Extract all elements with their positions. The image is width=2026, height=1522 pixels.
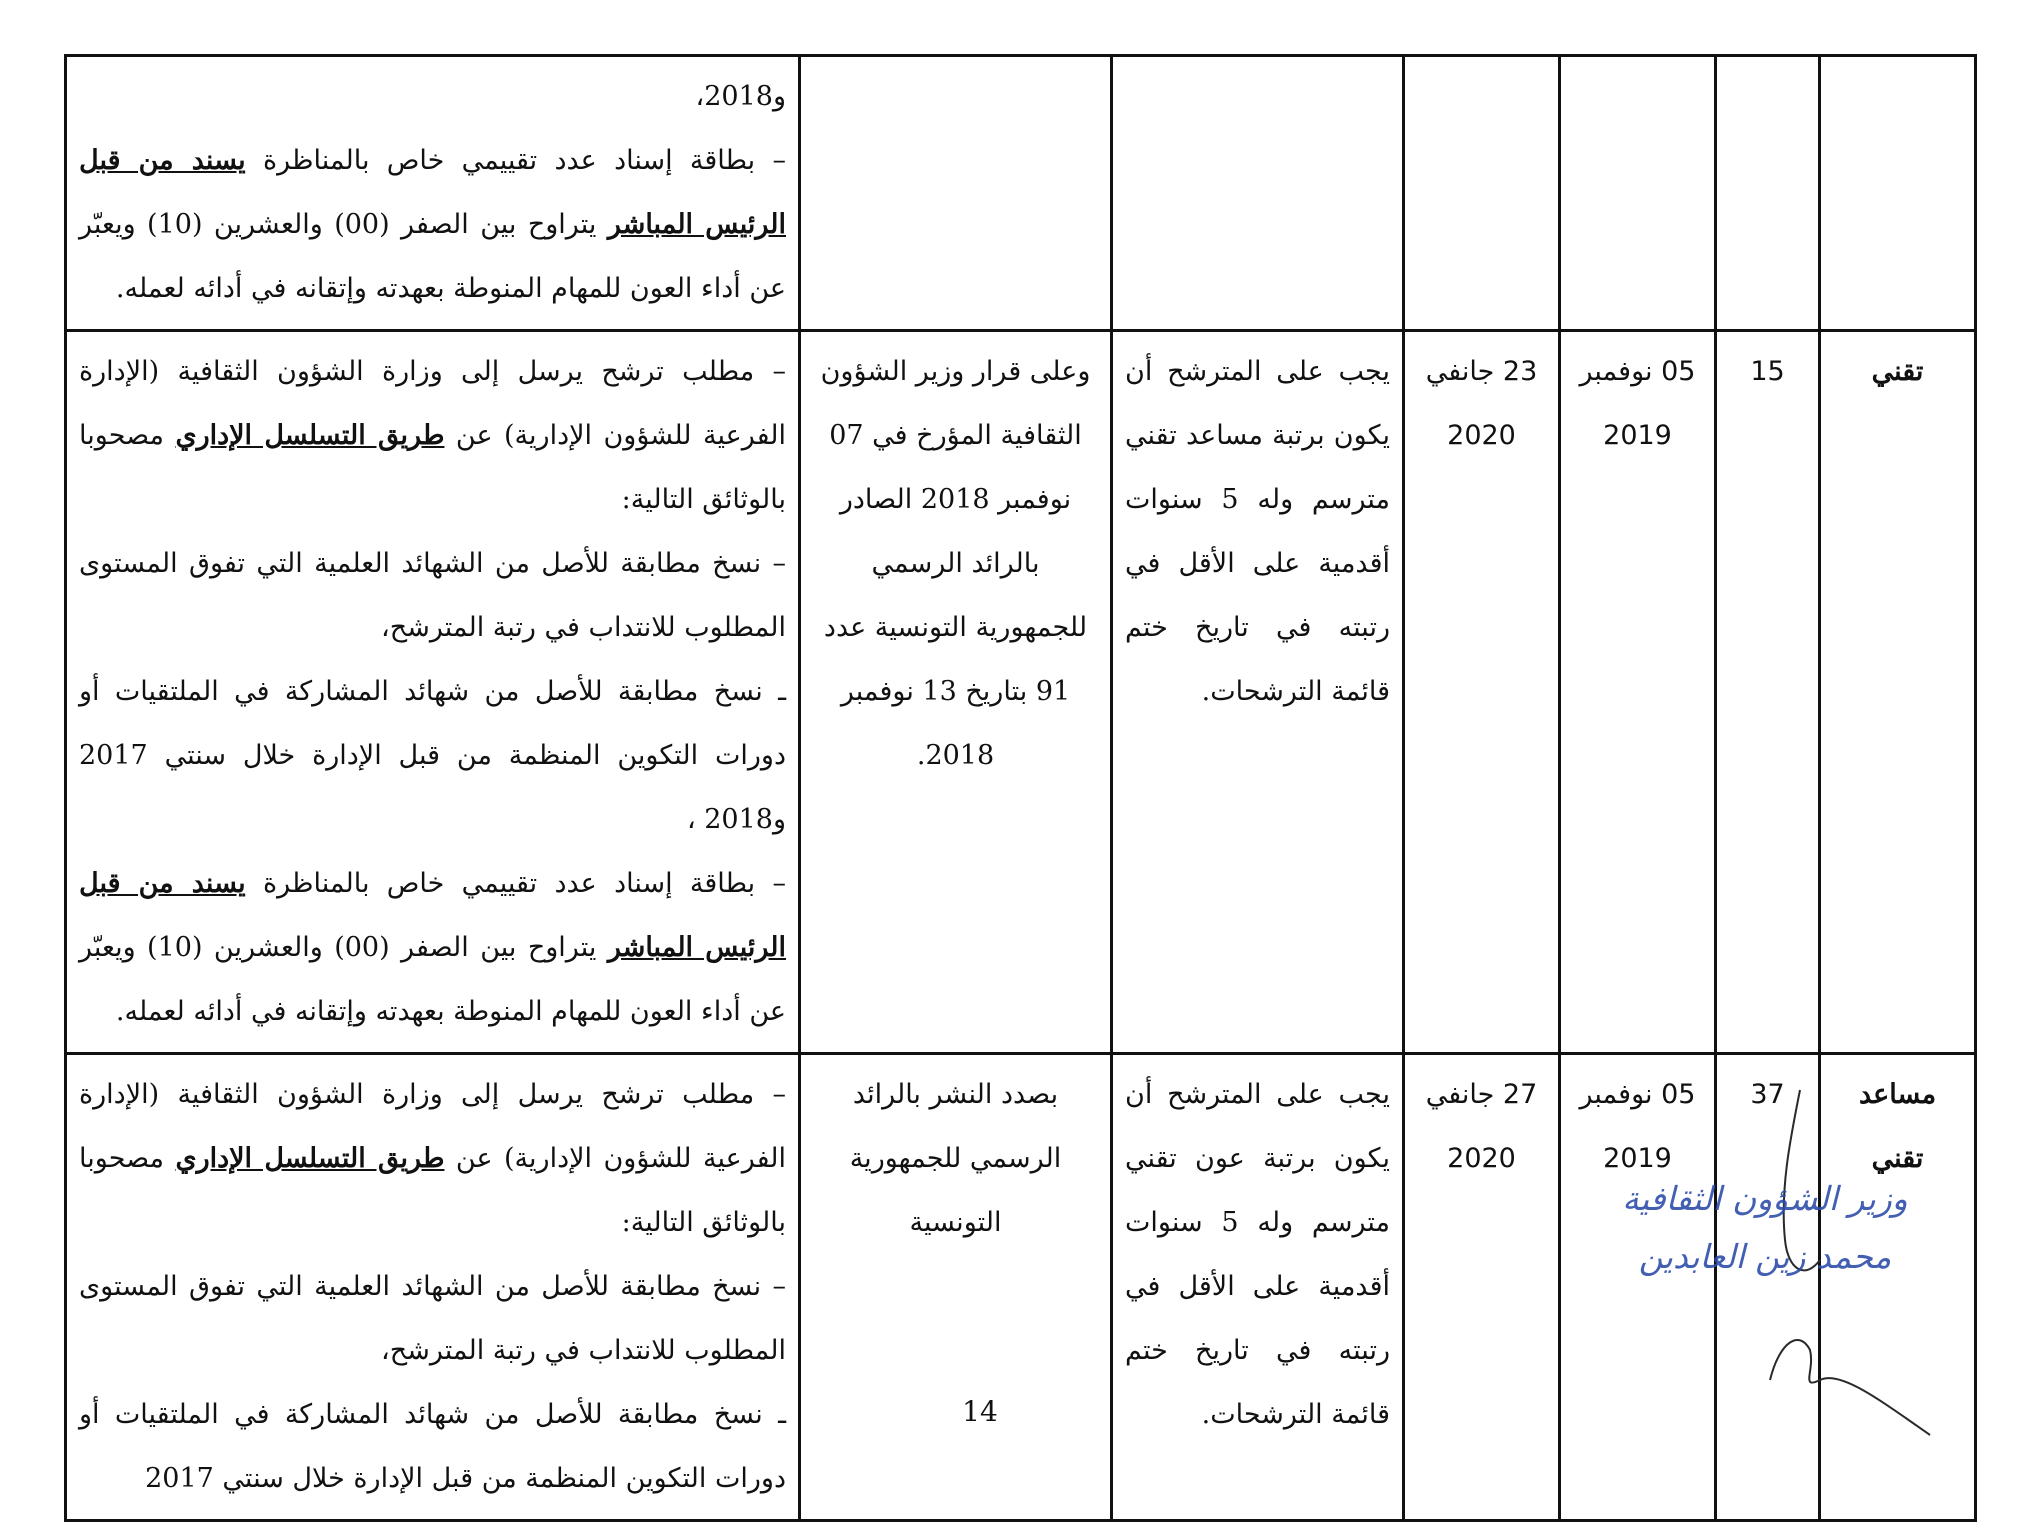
minister-stamp (1600, 1170, 1930, 1286)
doc-text: يتراوح بين الصفر (00) والعشرين (10) ويعبّر عن أداء العون للمهام المنوطة بعهدته وإتقانه في أدائه لعمله. (79, 209, 786, 304)
doc-emphasis: يسند من قبل الرئيس المباشر (79, 868, 787, 963)
reference-cell (800, 56, 1112, 331)
doc-text: يتراوح بين الصفر (00) والعشرين (10) ويعبّر عن أداء العون للمهام المنوطة بعهدته وإتقانه في أدائه لعمله. (79, 932, 786, 1027)
doc-line (79, 340, 786, 532)
doc-text: – بطاقة إسناد عدد تقييمي خاص بالمناظرة (245, 868, 786, 899)
open-date-cell: 05 نوفمبر 2019 (1560, 1054, 1716, 1521)
doc-line: ـ نسخ مطابقة للأصل من شهائد المشاركة في الملتقيات أو دورات التكوين المنظمة من قبل الإدارة خلال سنتي 2017 (79, 1399, 786, 1494)
doc-line: ـ نسخ مطابقة للأصل من شهائد المشاركة في الملتقيات أو دورات التكوين المنظمة من قبل الإدارة خلال سنتي 2017 و2018 ، (79, 676, 786, 835)
doc-text: مصحوبا بالوثائق التالية: (79, 1143, 786, 1238)
doc-line: و2018، (695, 81, 786, 112)
doc-emphasis: طريق التسلسل الإداري (175, 420, 445, 451)
doc-line: – نسخ مطابقة للأصل من الشهائد العلمية التي تفوق المستوى المطلوب للانتداب في رتبة المترشح، (79, 1271, 786, 1366)
table-row (66, 1054, 1976, 1521)
grade-line: تقني (1871, 1143, 1924, 1174)
required-documents-cell (66, 56, 800, 331)
conditions-cell: يجب على المترشح أن يكون برتبة عون تقني مترسم وله 5 سنوات أقدمية على الأقل في رتبته في تاريخ ختم قائمة الترشحات. (1112, 1054, 1404, 1521)
page-number: 14 (962, 1395, 998, 1428)
close-date-cell: 23 جانفي 2020 (1404, 331, 1560, 1054)
grade-cell: تقني (1820, 331, 1976, 1054)
open-date-cell (1560, 56, 1716, 331)
doc-emphasis: طريق التسلسل الإداري (175, 1143, 445, 1174)
count-cell (1716, 56, 1820, 331)
reference-cell: بصدد النشر بالرائد الرسمي للجمهورية التونسية (800, 1054, 1112, 1521)
count-cell: 37 (1716, 1054, 1820, 1521)
open-date-cell: 05 نوفمبر 2019 (1560, 331, 1716, 1054)
conditions-cell: يجب على المترشح أن يكون برتبة مساعد تقني مترسم وله 5 سنوات أقدمية على الأقل في رتبته في تاريخ ختم قائمة الترشحات. (1112, 331, 1404, 1054)
grade-line: مساعد (1858, 1079, 1937, 1110)
doc-line (79, 129, 786, 321)
doc-text: مصحوبا بالوثائق التالية: (79, 420, 786, 515)
doc-text: – مطلب ترشح يرسل إلى وزارة الشؤون الثقافية (الإدارة الفرعية للشؤون الإدارية) عن (79, 356, 786, 451)
required-documents-cell (66, 1054, 800, 1521)
stamp-title: وزير الشؤون الثقافية (1622, 1179, 1908, 1218)
conditions-cell (1112, 56, 1404, 331)
doc-text: – مطلب ترشح يرسل إلى وزارة الشؤون الثقافية (الإدارة الفرعية للشؤون الإدارية) عن (79, 1079, 786, 1174)
required-documents-cell (66, 331, 800, 1054)
doc-text: – بطاقة إسناد عدد تقييمي خاص بالمناظرة (245, 145, 786, 176)
table-row (66, 56, 1976, 331)
doc-emphasis: يسند من قبل الرئيس المباشر (79, 145, 787, 240)
stamp-name: محمد زين العابدين (1638, 1237, 1892, 1276)
table-row (66, 331, 1976, 1054)
close-date-cell: 27 جانفي 2020 (1404, 1054, 1560, 1521)
doc-line (79, 1063, 786, 1255)
reference-cell: وعلى قرار وزير الشؤون الثقافية المؤرخ في 07 نوفمبر 2018 الصادر بالرائد الرسمي للجمهورية التونسية عدد 91 بتاريخ 13 نوفمبر 2018. (800, 331, 1112, 1054)
competition-table (64, 54, 1977, 1522)
doc-line (79, 852, 786, 1044)
doc-line: – نسخ مطابقة للأصل من الشهائد العلمية التي تفوق المستوى المطلوب للانتداب في رتبة المترشح، (79, 548, 786, 643)
grade-cell (1820, 56, 1976, 331)
count-cell: 15 (1716, 331, 1820, 1054)
close-date-cell (1404, 56, 1560, 331)
